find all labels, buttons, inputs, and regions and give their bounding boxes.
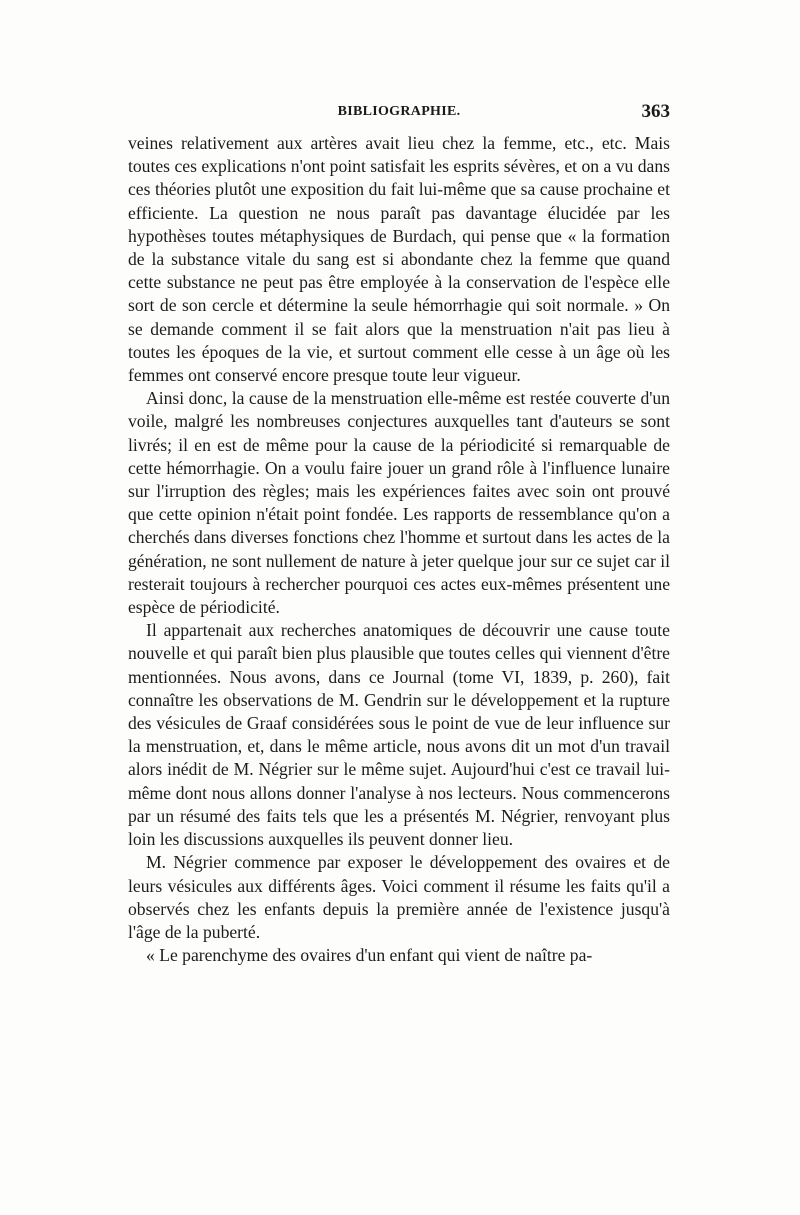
- running-head: [128, 101, 670, 128]
- paragraph-5: « Le parenchyme des ovaires d'un enfant qui vient de naître pa-: [146, 945, 593, 966]
- page-number: 363: [641, 101, 670, 122]
- paragraph-1: veines relativement aux artères avait lieu chez la femme, etc., etc. Mais toutes ces explications n'ont point satisfait les esprits sévères, et on a vu dans ces théories plutôt une exposition du fait lui-même que sa cause prochaine et efficiente. La question ne nous paraît pas davantage élucidée par les hypothèses toutes métaphysiques de Burdach, qui pense que « la formation de la substance vitale du sang est si abondante chez la femme que quand cette substance ne peut pas être employée à la conservation de l'espèce elle sort de son cercle et détermine la seule hémorrhagie qui soit normale. » On se demande comment il se fait alors que la menstruation n'ait pas lieu à toutes les époques de la vie, et surtout comment elle cesse à un âge où les femmes ont conservé encore presque toute leur vigueur.: [128, 133, 670, 386]
- paragraph-4: M. Négrier commence par exposer le développement des ovaires et de leurs vésicules aux différents âges. Voici comment il résume les faits qu'il a observés chez les enfants depuis la première année de l'existence jusqu'à l'âge de la puberté.: [128, 852, 670, 942]
- paragraph-2: Ainsi donc, la cause de la menstruation elle-même est restée couverte d'un voile, malgré les nombreuses conjectures auxquelles tant d'auteurs se sont livrés; il en est de même pour la cause de la périodicité si remarquable de cette hémorrhagie. On a voulu faire jouer un grand rôle à l'influence lunaire sur l'irruption des règles; mais les expériences faites avec soin ont prouvé que cette opinion n'était point fondée. Les rapports de ressemblance qu'on a cherchés dans diverses fonctions chez l'homme et surtout dans les actes de la génération, ne sont nullement de nature à jeter quelque jour sur ce sujet car il resterait toujours à rechercher pourquoi ces actes eux-mêmes présentent une espèce de périodicité.: [128, 388, 670, 618]
- running-title: BIBLIOGRAPHIE.: [337, 104, 461, 119]
- body-text: [128, 132, 670, 967]
- paragraph-3: Il appartenait aux recherches anatomiques de découvrir une cause toute nouvelle et qui paraît bien plus plausible que toutes celles qui viennent d'être mentionnées. Nous avons, dans ce Journal (tome VI, 1839, p. 260), fait connaître les observations de M. Gendrin sur le développement et la rupture des vésicules de Graaf considérées sous le point de vue de leur influence sur la menstruation, et, dans le même article, nous avons dit un mot d'un travail alors inédit de M. Négrier sur le même sujet. Aujourd'hui c'est ce travail lui-même dont nous allons donner l'analyse à nos lecteurs. Nous commencerons par un résumé des faits tels que les a présentés M. Négrier, renvoyant plus loin les discussions auxquelles ils peuvent donner lieu.: [128, 620, 670, 850]
